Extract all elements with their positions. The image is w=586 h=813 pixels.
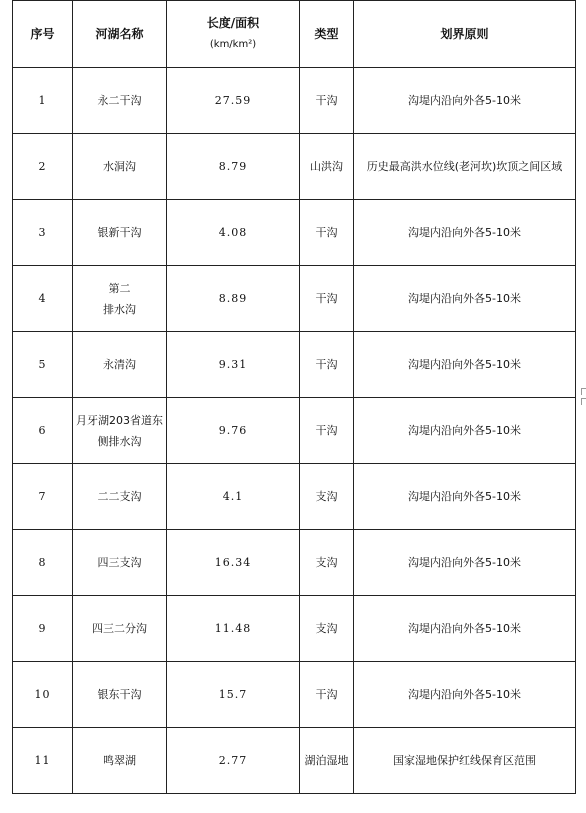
cell-name <box>73 464 167 530</box>
cell-type: 干沟 <box>300 68 354 134</box>
cell-principle: 沟堤内沿向外各5-10米 <box>354 464 576 530</box>
cell-type: 干沟 <box>300 662 354 728</box>
table-row <box>13 728 576 794</box>
cell-seq: 7 <box>13 464 73 530</box>
cell-name-line: 永二干沟 <box>97 94 142 107</box>
cell-name-line: 永清沟 <box>103 358 136 371</box>
cell-name-line: 侧排水沟 <box>97 434 142 448</box>
table-row <box>13 662 576 728</box>
header-name: 河湖名称 <box>73 1 167 68</box>
cell-principle: 沟堤内沿向外各5-10米 <box>354 662 576 728</box>
cell-length: 4.1 <box>167 464 300 530</box>
cell-type: 山洪沟 <box>300 134 354 200</box>
cell-name <box>73 134 167 200</box>
cell-name-line: 二二支沟 <box>97 490 142 503</box>
header-type: 类型 <box>300 1 354 68</box>
header-length <box>167 1 300 68</box>
cell-seq: 2 <box>13 134 73 200</box>
cell-type: 支沟 <box>300 596 354 662</box>
cell-type: 干沟 <box>300 332 354 398</box>
header-principle: 划界原则 <box>354 1 576 68</box>
cell-name <box>73 662 167 728</box>
cell-principle: 沟堤内沿向外各5-10米 <box>354 332 576 398</box>
cell-name-line: 月牙湖203省道东 <box>76 413 163 427</box>
cell-name-line: 银新干沟 <box>97 226 142 239</box>
cell-seq: 9 <box>13 596 73 662</box>
cell-name <box>73 596 167 662</box>
cell-length: 8.79 <box>167 134 300 200</box>
cell-type: 干沟 <box>300 398 354 464</box>
cell-seq: 11 <box>13 728 73 794</box>
cell-name <box>73 398 167 464</box>
cell-name-line: 鸣翠湖 <box>103 754 136 767</box>
cell-type: 干沟 <box>300 266 354 332</box>
cell-name-line: 排水沟 <box>103 302 136 316</box>
table-row <box>13 134 576 200</box>
cell-seq: 8 <box>13 530 73 596</box>
table-row <box>13 200 576 266</box>
cell-length: 9.31 <box>167 332 300 398</box>
cell-principle: 沟堤内沿向外各5-10米 <box>354 266 576 332</box>
cell-length: 9.76 <box>167 398 300 464</box>
cell-seq: 5 <box>13 332 73 398</box>
table-row <box>13 398 576 464</box>
table-body <box>13 68 576 794</box>
header-length-unit: (km/km²) <box>209 39 257 50</box>
cell-name-line: 四三二分沟 <box>92 622 147 635</box>
cell-name-line: 银东干沟 <box>97 688 142 701</box>
cell-type: 支沟 <box>300 464 354 530</box>
page-edge-marker <box>581 398 586 405</box>
cell-name <box>73 332 167 398</box>
cell-name <box>73 530 167 596</box>
table-row <box>13 266 576 332</box>
cell-name <box>73 68 167 134</box>
table-row <box>13 596 576 662</box>
cell-type: 干沟 <box>300 200 354 266</box>
cell-name-line: 第二 <box>108 281 131 295</box>
cell-length: 11.48 <box>167 596 300 662</box>
table-row <box>13 464 576 530</box>
cell-seq: 3 <box>13 200 73 266</box>
table-row <box>13 68 576 134</box>
cell-length: 4.08 <box>167 200 300 266</box>
cell-name-line: 四三支沟 <box>97 556 142 569</box>
cell-length: 2.77 <box>167 728 300 794</box>
cell-seq: 10 <box>13 662 73 728</box>
cell-name <box>73 728 167 794</box>
header-row <box>13 1 576 68</box>
cell-length: 27.59 <box>167 68 300 134</box>
cell-principle: 历史最高洪水位线(老河坎)坎顶之间区域 <box>354 134 576 200</box>
cell-seq: 1 <box>13 68 73 134</box>
cell-seq: 6 <box>13 398 73 464</box>
cell-name-line: 水洞沟 <box>103 160 136 173</box>
cell-length: 16.34 <box>167 530 300 596</box>
cell-principle: 沟堤内沿向外各5-10米 <box>354 530 576 596</box>
table-row <box>13 530 576 596</box>
cell-principle: 沟堤内沿向外各5-10米 <box>354 596 576 662</box>
page-edge-marker <box>581 388 586 395</box>
cell-name <box>73 266 167 332</box>
river-boundary-table <box>12 0 576 794</box>
header-seq: 序号 <box>13 1 73 68</box>
cell-principle: 沟堤内沿向外各5-10米 <box>354 68 576 134</box>
cell-seq: 4 <box>13 266 73 332</box>
cell-principle: 沟堤内沿向外各5-10米 <box>354 398 576 464</box>
cell-type: 支沟 <box>300 530 354 596</box>
cell-principle: 国家湿地保护红线保育区范围 <box>354 728 576 794</box>
header-length-label: 长度/面积 <box>206 16 260 30</box>
cell-length: 15.7 <box>167 662 300 728</box>
table-row <box>13 332 576 398</box>
cell-principle: 沟堤内沿向外各5-10米 <box>354 200 576 266</box>
cell-length: 8.89 <box>167 266 300 332</box>
cell-type: 湖泊湿地 <box>300 728 354 794</box>
cell-name <box>73 200 167 266</box>
